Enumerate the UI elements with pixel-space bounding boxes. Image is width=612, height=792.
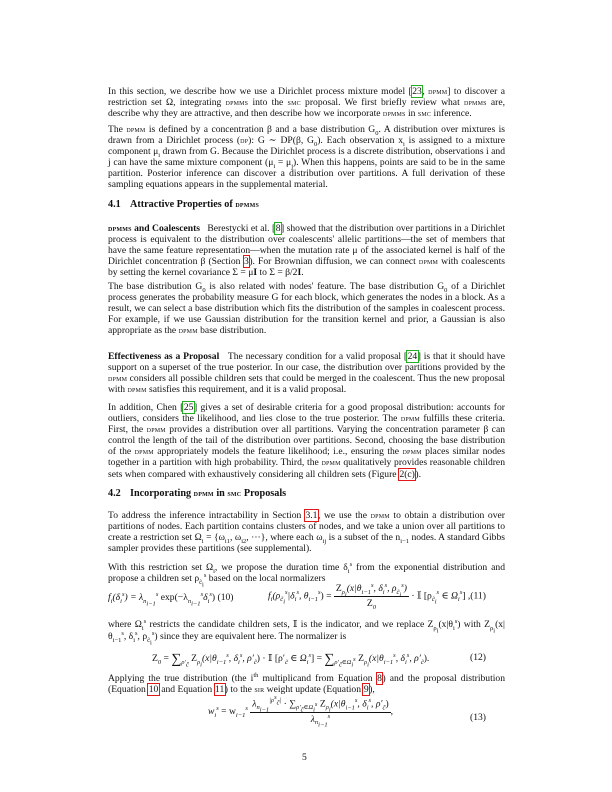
paragraph-effectiveness: Effectiveness as a Proposal The necessary condition for a valid proposal [24] is that it should have support on a superset of the true posterior. In our case, the distribution over partitions provided by the dpmm considers all possible children sets that could be merged in the coalescent. Thus the new proposal with dpmm satisfies this requirement, and it is a valid proposal. bbox=[108, 351, 506, 396]
equation-number: (10) bbox=[217, 592, 234, 603]
paragraph-restriction-set: With this restriction set $\Omega_i$, we propose the duration time $\delta_i^s$ from the exponential distribution and propose a children set $\rho_{c̃_i}^s$ based on the local normalizers bbox=[108, 560, 505, 589]
equation-11: $f_i(\rho_{c̃_i}^s|\delta_i^s$, $\theta_{i-1}^s$) = $\frac{Z_{\rho_i}(x|\theta_{i-1}^s, \delta_i^s, \rho_{c̃_i}^s)}{Z_0}$ · 𝕀 [$\rho_{c̃_i}^s$ ∈ $\Omega_i^s$] ,(11) bbox=[268, 581, 486, 612]
equation-link[interactable]: 9 bbox=[363, 684, 369, 696]
equation-link[interactable]: 10 bbox=[148, 684, 159, 696]
fraction: $\frac{\lambda_{n_{i-1}}^{|\rho^s_{c̃}|} \cdot \sum_{\rho'_{c̃}\in\Omega_i^s} Z_{\rho_i}(x|\theta_{i-1}^s, \delta_i^s, \rho'_{c̃})}{\lambda_{n_{i-1}}^s}$ bbox=[252, 694, 389, 729]
equation-number-13: (13) bbox=[470, 712, 486, 723]
citation-link[interactable]: 23 bbox=[412, 86, 422, 97]
citation-link[interactable]: 25 bbox=[183, 402, 194, 413]
citation-link[interactable]: 8 bbox=[275, 223, 281, 234]
paragraph-chen-criteria: In addition, Chen [25] gives a set of desirable criteria for a good proposal distribution: accounts for outliers, considers the likelihood, and lies close to the true posterior. The dpmm fulfills these criteria. First, the dpmm provides a distribution over all partitions. Varying the concentration parameter β can control the length of the tail of the distribution over partitions. Second, choosing the base distribution of the dpmm appropriately models the feature likelihood; i.e., ensuring the dpmm places similar nodes together in a partition with high probability. Third, the dpmm qualitatively provides reasonable children sets when compared with exhaustively considering all children sets (Figure 2(c)). bbox=[108, 402, 505, 480]
equation-12: $Z_0 = \sum_{\rho'_{c̃}}$ $Z_{\rho_i}(x|\theta_{i-1}^s$, $\delta_i^s$, $\rho'_{c̃}$) · 𝕀 [$\rho'_{c̃}$ ∈ $\Omega_i^s] = \sum_{\rho'_{c̃}\in\Omega_i^s}$ $Z_{\rho_i}(x|\theta_{i-1}^s$, $\delta_i^s$, $\rho'_{c̃}$). bbox=[152, 651, 430, 669]
figure-link[interactable]: 2(c) bbox=[399, 468, 415, 480]
paragraph-intro: In this section, we describe how we use a Dirichlet process mixture model [23, dpmm] to discover a restriction set Ω, integrating dpmms into the smc proposal. We first briefly review what dpmms are, describe why they are attractive, and then describe how we incorporate dpmms in smc inference. bbox=[108, 86, 505, 120]
equation-link[interactable]: 11 bbox=[215, 684, 225, 696]
equation-10: $f_i(\delta_i^s) = \lambda_{n_{i-1}}^s$ $\exp(-\lambda_{n_{i-1}}^s\delta_i^s)$ (10) bbox=[108, 590, 234, 608]
fraction: $\frac{Z_{\rho_i}(x|\theta_{i-1}^s, \delta_i^s, \rho_{c̃_i}^s)}{Z_0}$ bbox=[335, 581, 407, 612]
equation-link[interactable]: 8 bbox=[377, 673, 382, 684]
page-number: 5 bbox=[302, 752, 307, 763]
paragraph-where-restricts: where $\Omega_i^s$ restricts the candidate children sets, 𝕀 is the indicator, and we replace $Z_{\rho_i}(x|\theta_i^s)$ with $Z_{\rho_i}(x|\theta_{i-1}^s$, $\delta_i^s$, $\rho_{c̃_i}^s$) since they are equivalent here. The normalizer is bbox=[108, 617, 505, 647]
paragraph-applying: Applying the true distribution (the $i^{th}$ multiplicand from Equation 8) and the proposal distribution (Equation 10 and Equation 11) to the sir weight update (Equation 9), bbox=[108, 671, 506, 696]
section-link[interactable]: 3.1 bbox=[305, 510, 318, 521]
paragraph-base-distribution: The base distribution $G_0$ is also related with nodes' feature. The base distribution $G_0$ of a Dirichlet process generates the probability measure G for each block, which generates the nodes in a block. As a result, we can select a base distribution which fits the distribution of the samples in coalescent process. For example, if we use Gaussian distribution for the transition kernel and prior, a Gaussian is also appropriate as the dpmm base distribution. bbox=[108, 281, 506, 337]
paragraph-coalescents: dpmms and Coalescents Berestycki et al. [8] showed that the distribution over partitions in a Dirichlet process is equivalent to the distribution over coalescents' allelic partitions—the set of members that have the same feature representation—when the mutation rate μ of the associated kernel is half of the Dirichlet concentration β (Section 3). For Brownian diffusion, we can connect dpmm with coalescents by setting the kernel covariance Σ = μI to Σ = β/2I. bbox=[108, 223, 505, 279]
paragraph-definition: The dpmm is defined by a concentration β and a base distribution $G_0$. A distribution over mixtures is drawn from a Dirichlet process (dp): G ∼ DP(β, $G_0$). Each observation $x_i$ is assigned to a mixture component $\mu_i$ drawn from G. Because the Dirichlet process is a discrete distribution, observations i and j can have the same mixture component $(\mu_i = \mu_j)$. When this happens, points are said to be in the same partition. Posterior inference can discover a distribution over partitions. A full derivation of these sampling equations appears in the supplemental material. bbox=[108, 124, 506, 191]
equation-13: $w_i^s = w_{i-1}^s$ $\frac{\lambda_{n_{i-1}}^{|\rho^s_{c̃}|} \cdot \sum_{\rho'_{c̃}\in\Omega_i^s} Z_{\rho_i}(x|\theta_{i-1}^s, \delta_i^s, \rho'_{c̃})}{\lambda_{n_{i-1}}^s}$ , bbox=[208, 694, 394, 729]
equation-number-12: (12) bbox=[470, 652, 486, 663]
section-link[interactable]: 3 bbox=[244, 256, 249, 268]
section-heading-4-1: 4.1 Attractive Properties of dpmms bbox=[108, 199, 259, 210]
equation-number: (11) bbox=[470, 590, 486, 602]
section-heading-4-2: 4.2 Incorporating dpmm in smc Proposals bbox=[108, 488, 287, 499]
citation-link[interactable]: 24 bbox=[407, 351, 418, 362]
paragraph-address-intractability: To address the inference intractability in Section 3.1, we use the dpmm to obtain a distribution over partitions of nodes. Each partition contains clusters of nodes, and we take a union over all partitions to create a restriction set $\Omega_i = \{\omega_{i1}$, $\omega_{i2}$, ···}, where each $\omega_{ij}$ is a subset of the $n_{i-1}$ nodes. A standard Gibbs sampler provides these partitions (see supplemental). bbox=[108, 510, 505, 555]
